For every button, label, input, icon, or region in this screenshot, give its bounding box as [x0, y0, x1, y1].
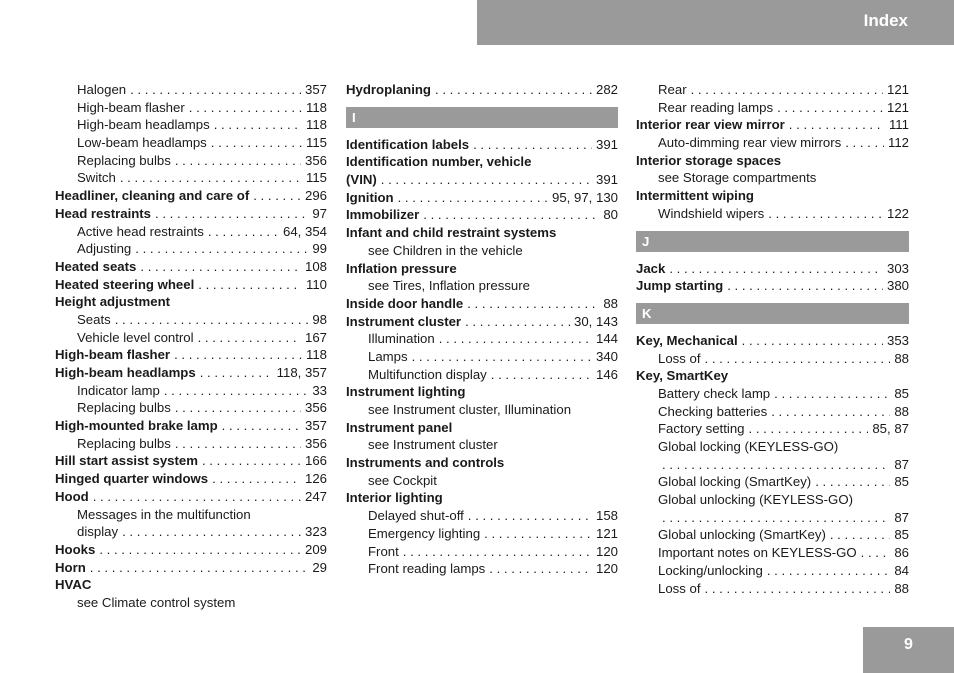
dot-leader — [93, 488, 301, 506]
entry-label: Replacing bulbs — [77, 400, 171, 416]
entry-label: Jump starting — [636, 278, 724, 294]
entry-label: Hooks — [55, 541, 96, 557]
entry-label: display — [77, 524, 119, 540]
dot-leader — [861, 544, 891, 562]
entry-page-ref: 64, 354 — [283, 223, 327, 239]
dot-leader — [767, 562, 890, 580]
index-entry — [55, 276, 327, 294]
dot-leader — [155, 205, 308, 223]
index-entry — [55, 417, 327, 435]
dot-leader — [662, 509, 890, 527]
entry-label: Head restraints — [55, 205, 152, 221]
index-entry — [636, 205, 909, 223]
index-entry — [636, 277, 909, 295]
index-column-2 — [346, 81, 618, 578]
entry-label: Global unlocking (KEYLESS-GO) — [658, 492, 853, 508]
entry-label: Global unlocking (SmartKey) — [658, 527, 826, 543]
dot-leader — [164, 382, 309, 400]
entry-label: Key, Mechanical — [636, 332, 738, 348]
index-entry — [346, 313, 618, 331]
index-column-3 — [636, 81, 909, 597]
index-entry — [636, 187, 909, 205]
index-entry — [346, 525, 618, 543]
index-entry — [55, 152, 327, 170]
page-title: Index — [863, 11, 908, 30]
index-entry — [55, 452, 327, 470]
dot-leader — [774, 385, 890, 403]
entry-page-ref: 391 — [595, 172, 618, 188]
entry-page-ref: 108 — [304, 258, 327, 274]
index-entry — [346, 224, 618, 242]
index-column-1 — [55, 81, 327, 612]
index-entry — [346, 560, 618, 578]
entry-page-ref: 118 — [305, 99, 327, 115]
entry-page-ref: 110 — [305, 276, 327, 292]
index-entry — [346, 366, 618, 384]
entry-page-ref: 85, 87 — [872, 421, 909, 437]
index-entry — [55, 169, 327, 187]
index-entry — [636, 169, 909, 187]
entry-label: see Cockpit — [368, 472, 437, 488]
dot-leader — [465, 313, 570, 331]
entry-page-ref: 87 — [894, 509, 909, 525]
dot-leader — [815, 473, 890, 491]
entry-label: Interior rear view mirror — [636, 117, 785, 133]
entry-label: Loss of — [658, 580, 701, 596]
dot-leader — [705, 350, 891, 368]
index-entry — [346, 81, 618, 99]
page-number: 9 — [863, 627, 954, 673]
dot-leader — [198, 276, 302, 294]
entry-page-ref: 30, 143 — [574, 313, 618, 329]
entry-page-ref: 115 — [305, 170, 327, 186]
entry-page-ref: 85 — [894, 474, 909, 490]
index-entry — [636, 580, 909, 598]
entry-label: Interior storage spaces — [636, 152, 782, 168]
entry-label: Battery check lamp — [658, 385, 771, 401]
dot-leader — [175, 399, 301, 417]
index-entry — [55, 435, 327, 453]
header-bar — [477, 0, 954, 45]
dot-leader — [90, 559, 309, 577]
index-entry — [55, 329, 327, 347]
entry-page-ref: 98 — [312, 311, 327, 327]
entry-label: Heated steering wheel — [55, 276, 195, 292]
entry-page-ref: 356 — [304, 152, 327, 168]
index-entry — [636, 403, 909, 421]
index-entry — [346, 277, 618, 295]
entry-label: see Climate control system — [77, 594, 236, 610]
dot-leader — [468, 507, 592, 525]
entry-page-ref: 121 — [595, 525, 618, 541]
dot-leader — [727, 277, 883, 295]
entry-label: Lamps — [368, 348, 408, 364]
entry-page-ref: 115 — [305, 135, 327, 151]
index-entry — [55, 223, 327, 241]
index-entry — [636, 562, 909, 580]
entry-label: Horn — [55, 559, 86, 575]
entry-label: Infant and child restraint systems — [346, 225, 557, 241]
entry-label: Messages in the multifunction — [77, 506, 251, 522]
index-entry — [636, 491, 909, 509]
entry-page-ref: 323 — [304, 524, 327, 540]
index-entry — [55, 576, 327, 594]
entry-page-ref: 86 — [894, 545, 909, 561]
entry-page-ref: 33 — [312, 382, 327, 398]
entry-label: Replacing bulbs — [77, 435, 171, 451]
index-entry — [55, 81, 327, 99]
entry-page-ref: 80 — [603, 207, 618, 223]
entry-label: HVAC — [55, 577, 92, 593]
entry-page-ref: 296 — [304, 188, 327, 204]
dot-leader — [439, 330, 592, 348]
entry-page-ref: 357 — [304, 82, 327, 97]
index-entry — [636, 473, 909, 491]
section-letter-bar: K — [636, 303, 909, 324]
dot-leader — [381, 171, 592, 189]
index-entry — [636, 367, 909, 385]
entry-page-ref: 29 — [312, 559, 327, 575]
index-entry — [636, 99, 909, 117]
dot-leader — [412, 348, 592, 366]
index-entry — [636, 509, 909, 527]
entry-label: Identification labels — [346, 136, 470, 152]
entry-label: Factory setting — [658, 421, 745, 437]
entry-label: see Instrument cluster, Illumination — [368, 402, 572, 417]
index-entry — [346, 189, 618, 207]
entry-label: Hill start assist system — [55, 453, 198, 469]
entry-label: Adjusting — [77, 241, 132, 257]
entry-label: see Instrument cluster — [368, 437, 498, 453]
index-entry — [346, 260, 618, 278]
dot-leader — [222, 417, 301, 435]
entry-label: Locking/unlocking — [658, 562, 763, 578]
entry-label: see Tires, Inflation pressure — [368, 278, 530, 294]
index-entry — [346, 295, 618, 313]
entry-label: Windshield wipers — [658, 205, 765, 221]
index-entry — [346, 472, 618, 490]
entry-page-ref: 118 — [305, 117, 327, 133]
dot-leader — [140, 258, 301, 276]
dot-leader — [189, 99, 302, 117]
entry-page-ref: 144 — [595, 331, 618, 347]
entry-label: Global locking (KEYLESS-GO) — [658, 439, 839, 454]
dot-leader — [214, 116, 302, 134]
dot-leader — [489, 560, 592, 578]
entry-page-ref: 85 — [894, 527, 909, 543]
dot-leader — [491, 366, 592, 384]
entry-label: High-beam flasher — [77, 99, 185, 115]
entry-page-ref: 356 — [304, 400, 327, 416]
entry-label: High-beam headlamps — [77, 117, 210, 133]
entry-page-ref: 121 — [886, 99, 909, 115]
entry-page-ref: 353 — [886, 332, 909, 348]
entry-page-ref: 112 — [887, 135, 909, 151]
index-entry — [55, 293, 327, 311]
entry-page-ref: 167 — [304, 329, 327, 345]
index-entry — [55, 258, 327, 276]
dot-leader — [777, 99, 883, 117]
index-entry — [346, 419, 618, 437]
entry-page-ref: 88 — [894, 580, 909, 596]
dot-leader — [175, 435, 301, 453]
entry-page-ref: 88 — [894, 350, 909, 366]
entry-label: Headliner, cleaning and care of — [55, 188, 250, 204]
section-letter-bar: I — [346, 107, 618, 128]
index-entry — [55, 134, 327, 152]
dot-leader — [253, 187, 301, 205]
entry-label: Rear reading lamps — [658, 99, 774, 115]
entry-page-ref: 122 — [886, 205, 909, 221]
dot-leader — [789, 116, 885, 134]
index-entry — [55, 541, 327, 559]
index-entry — [346, 507, 618, 525]
index-entry — [55, 399, 327, 417]
dot-leader — [208, 223, 279, 241]
dot-leader — [175, 152, 301, 170]
entry-label: Heated seats — [55, 258, 137, 274]
entry-label: Global locking (SmartKey) — [658, 474, 812, 490]
entry-page-ref: 84 — [894, 562, 909, 578]
index-entry — [636, 420, 909, 438]
entry-label: see Storage compartments — [658, 170, 817, 186]
entry-page-ref: 158 — [595, 508, 618, 524]
index-entry — [636, 134, 909, 152]
entry-label: Key, SmartKey — [636, 368, 729, 384]
entry-label: (VIN) — [346, 172, 377, 188]
dot-leader — [174, 346, 302, 364]
entry-label: Front reading lamps — [368, 561, 486, 577]
index-entry — [55, 594, 327, 612]
dot-leader — [742, 332, 883, 350]
index-entry — [346, 242, 618, 260]
index-entry — [346, 543, 618, 561]
entry-label: Halogen — [77, 82, 127, 97]
entry-label: Interior lighting — [346, 490, 443, 506]
entry-label: Front — [368, 543, 399, 559]
entry-page-ref: 357 — [304, 418, 327, 434]
index-entry — [55, 559, 327, 577]
index-entry — [55, 470, 327, 488]
entry-page-ref: 126 — [304, 471, 327, 487]
dot-leader — [202, 452, 301, 470]
index-entry — [55, 205, 327, 223]
entry-label: Instrument panel — [346, 419, 453, 435]
entry-label: High-beam headlamps — [55, 365, 196, 380]
entry-label: Intermittent wiping — [636, 188, 754, 204]
entry-page-ref: 111 — [888, 117, 909, 133]
entry-label: Rear — [658, 82, 687, 97]
dot-leader — [771, 403, 890, 421]
index-entry — [55, 364, 327, 382]
index-entry — [55, 523, 327, 541]
entry-label: High-mounted brake lamp — [55, 418, 218, 434]
index-entry — [55, 99, 327, 117]
entry-label: Hood — [55, 488, 89, 504]
index-entry — [55, 311, 327, 329]
index-entry — [55, 382, 327, 400]
dot-leader — [705, 580, 891, 598]
dot-leader — [691, 81, 883, 99]
entry-label: Immobilizer — [346, 207, 420, 223]
dot-leader — [749, 420, 869, 438]
entry-label: Instrument cluster — [346, 313, 462, 329]
dot-leader — [484, 525, 592, 543]
entry-page-ref: 88 — [894, 403, 909, 419]
index-entry — [346, 206, 618, 224]
dot-leader — [135, 240, 308, 258]
entry-label: Inside door handle — [346, 295, 464, 311]
entry-label: Inflation pressure — [346, 260, 457, 276]
entry-label: High-beam flasher — [55, 347, 171, 363]
index-entry — [636, 456, 909, 474]
entry-label: Loss of — [658, 350, 701, 366]
entry-label: Checking batteries — [658, 403, 768, 419]
section-letter-bar: J — [636, 231, 909, 252]
index-entry — [346, 383, 618, 401]
entry-label: Delayed shut-off — [368, 508, 464, 524]
entry-label: Auto-dimming rear view mirrors — [658, 135, 842, 151]
dot-leader — [398, 189, 548, 207]
entry-label: Hinged quarter windows — [55, 471, 209, 487]
entry-label: Seats — [77, 311, 111, 327]
dot-leader — [198, 329, 301, 347]
entry-label: Hydroplaning — [346, 82, 431, 97]
dot-leader — [403, 543, 592, 561]
entry-label: Illumination — [368, 331, 435, 347]
entry-label: Ignition — [346, 189, 394, 205]
index-entry — [346, 436, 618, 454]
index-entry — [346, 401, 618, 419]
entry-page-ref: 120 — [595, 543, 618, 559]
index-entry — [55, 488, 327, 506]
dot-leader — [99, 541, 301, 559]
entry-label: Replacing bulbs — [77, 152, 171, 168]
dot-leader — [768, 205, 883, 223]
entry-page-ref: 99 — [312, 241, 327, 257]
index-entry — [55, 116, 327, 134]
entry-label: Instruments and controls — [346, 455, 505, 471]
entry-page-ref: 95, 97, 130 — [552, 189, 618, 205]
entry-label: Low-beam headlamps — [77, 135, 207, 151]
dot-leader — [122, 523, 301, 541]
index-entry — [636, 526, 909, 544]
index-entry — [636, 152, 909, 170]
entry-page-ref: 247 — [304, 488, 327, 504]
dot-leader — [200, 364, 273, 382]
entry-page-ref: 340 — [595, 348, 618, 364]
index-entry — [346, 330, 618, 348]
entry-label: see Children in the vehicle — [368, 242, 523, 258]
index-entry — [636, 385, 909, 403]
entry-page-ref: 120 — [595, 561, 618, 577]
dot-leader — [662, 456, 890, 474]
index-entry — [346, 153, 618, 171]
index-entry — [55, 240, 327, 258]
entry-page-ref: 380 — [886, 278, 909, 294]
index-entry — [346, 348, 618, 366]
entry-label: Emergency lighting — [368, 525, 481, 541]
index-entry — [636, 81, 909, 99]
entry-page-ref: 303 — [886, 260, 909, 276]
index-entry — [55, 506, 327, 524]
dot-leader — [130, 81, 301, 99]
index-entry — [346, 454, 618, 472]
dot-leader — [467, 295, 599, 313]
entry-page-ref: 146 — [595, 366, 618, 382]
index-entry — [346, 136, 618, 154]
dot-leader — [435, 81, 592, 99]
dot-leader — [423, 206, 599, 224]
index-entry — [55, 346, 327, 364]
index-entry — [346, 171, 618, 189]
dot-leader — [669, 260, 883, 278]
dot-leader — [473, 136, 592, 154]
dot-leader — [212, 470, 301, 488]
dot-leader — [211, 134, 302, 152]
entry-label: Indicator lamp — [77, 382, 160, 398]
entry-page-ref: 391 — [595, 136, 618, 152]
entry-label: Important notes on KEYLESS-GO — [658, 545, 857, 561]
entry-page-ref: 209 — [304, 541, 327, 557]
entry-page-ref: 356 — [304, 435, 327, 451]
index-entry — [55, 187, 327, 205]
entry-label: Switch — [77, 170, 116, 186]
index-entry — [636, 438, 909, 456]
index-entry — [636, 350, 909, 368]
entry-page-ref: 87 — [894, 456, 909, 472]
dot-leader — [845, 134, 884, 152]
index-entry — [346, 489, 618, 507]
index-entry — [636, 116, 909, 134]
index-entry — [636, 260, 909, 278]
entry-page-ref: 118 — [305, 347, 327, 363]
entry-label: Vehicle level control — [77, 329, 194, 345]
index-entry — [636, 332, 909, 350]
entry-page-ref: 97 — [312, 205, 327, 221]
dot-leader — [120, 169, 302, 187]
entry-label: Active head restraints — [77, 223, 204, 239]
entry-page-ref: 166 — [304, 453, 327, 469]
entry-page-ref: 88 — [603, 295, 618, 311]
entry-label: Height adjustment — [55, 294, 171, 310]
dot-leader — [830, 526, 890, 544]
dot-leader — [115, 311, 309, 329]
entry-label: Jack — [636, 260, 666, 276]
entry-label: Multifunction display — [368, 366, 487, 382]
entry-page-ref: 121 — [886, 82, 909, 97]
entry-page-ref: 282 — [595, 82, 618, 97]
index-entry — [636, 544, 909, 562]
entry-label: Identification number, vehicle — [346, 154, 532, 170]
entry-page-ref: 118, 357 — [276, 365, 327, 380]
entry-label: Instrument lighting — [346, 384, 466, 400]
entry-page-ref: 85 — [894, 385, 909, 401]
